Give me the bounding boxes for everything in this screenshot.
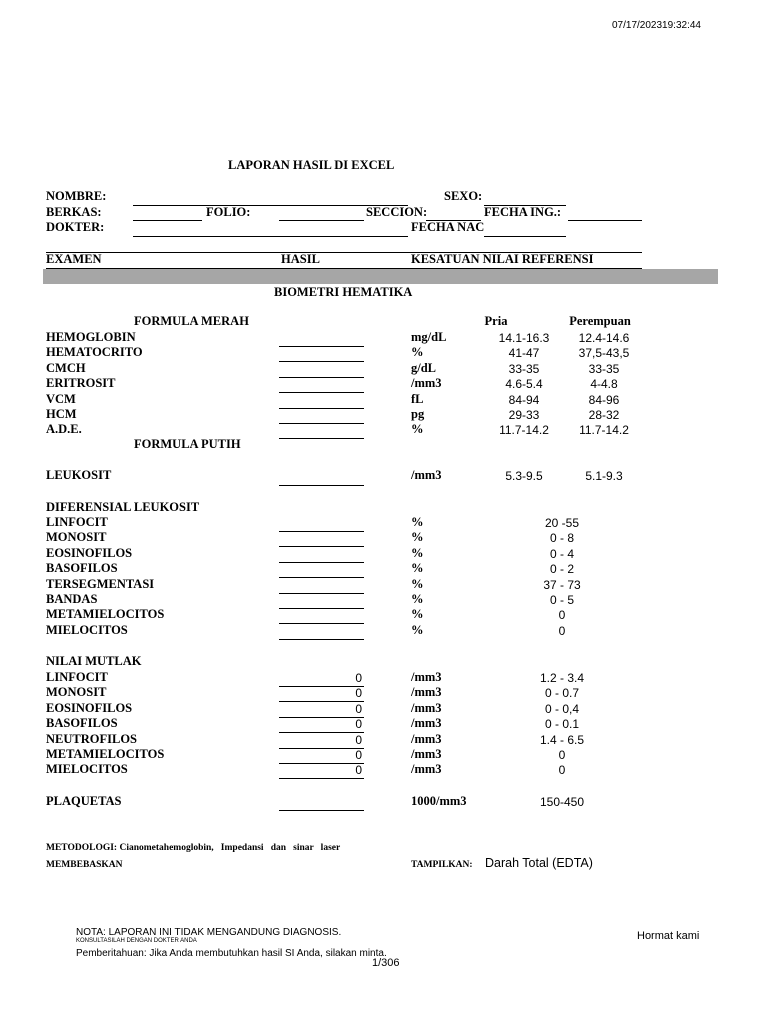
folio-field[interactable] <box>279 220 364 221</box>
unit: pg <box>411 407 425 421</box>
unit: % <box>411 622 424 637</box>
column-examen: EXAMEN <box>46 252 102 266</box>
metodologi-line <box>46 843 368 853</box>
result-field[interactable] <box>279 810 364 811</box>
exam-name: VCM <box>46 391 76 406</box>
column-hasil: HASIL <box>281 252 320 266</box>
ref-pria: 14.1-16.3 <box>498 331 550 345</box>
exam-name: LINFOCIT <box>46 515 108 529</box>
ref-pria: 5.3-9.5 <box>505 469 543 483</box>
exam-name: HEMATOCRITO <box>46 345 143 360</box>
exam-name: LEUKOSIT <box>46 468 112 482</box>
sexo-label: SEXO: <box>444 189 483 203</box>
ref-perempuan: 37,5-43,5 <box>578 346 630 361</box>
exam-name: NEUTROFILOS <box>46 731 137 746</box>
unit: /mm3 <box>411 762 442 777</box>
ref-pria: 4.6-5.4 <box>505 377 543 392</box>
ref-perempuan: 12.4-14.6 <box>578 331 630 345</box>
exam-name: MONOSIT <box>46 530 107 545</box>
folio-label: FOLIO: <box>206 205 251 219</box>
unit: mg/dL <box>411 330 447 344</box>
result-value[interactable]: 0 <box>355 748 362 762</box>
ref-perempuan: 28-32 <box>588 408 620 422</box>
unit: % <box>411 545 424 560</box>
seccion-label: SECCION: <box>366 205 428 219</box>
ref-range: 1.4 - 6.5 <box>539 732 585 747</box>
column-kesatuan: KESATUAN NILAI REFERENSI <box>411 252 594 266</box>
ref-pria: 29-33 <box>508 408 540 422</box>
ref-range: 20 -55 <box>544 516 580 530</box>
result-field[interactable] <box>279 392 364 393</box>
exam-name: PLAQUETAS <box>46 794 122 808</box>
ref-perempuan: 11.7-14.2 <box>579 423 629 438</box>
exam-name: CMCH <box>46 360 86 375</box>
fecha-nac-label: FECHA NAC <box>411 220 485 234</box>
ref-range: 0 - 8 <box>549 531 575 546</box>
report-title: LAPORAN HASIL DI EXCEL <box>228 158 395 172</box>
ref-perempuan: 4-4.8 <box>590 377 618 392</box>
unit: % <box>411 515 424 529</box>
hormat-text: Hormat kami <box>637 930 700 942</box>
nilai-mutlak-label: NILAI MUTLAK <box>46 654 142 668</box>
ref-range: 0 <box>558 608 566 623</box>
exam-name: MONOSIT <box>46 685 107 700</box>
unit: /mm3 <box>411 685 442 700</box>
result-field[interactable] <box>279 346 364 347</box>
unit: % <box>411 422 424 437</box>
exam-name: LINFOCIT <box>46 670 108 684</box>
ref-perempuan: 84-96 <box>588 392 620 407</box>
unit: % <box>411 576 424 591</box>
ref-range: 0 <box>558 763 566 778</box>
ref-range: 0 - 2 <box>549 562 575 577</box>
exam-name: METAMIELOCITOS <box>46 747 165 761</box>
fecha-ing-field[interactable] <box>568 220 642 221</box>
fecha-nac-field[interactable] <box>484 236 566 237</box>
berkas-field[interactable] <box>133 220 202 221</box>
result-field[interactable] <box>279 531 364 532</box>
unit: /mm3 <box>411 670 442 684</box>
nombre-label: NOMBRE: <box>46 189 107 203</box>
page-number: 1/306 <box>372 957 400 969</box>
ref-range: 0 - 4 <box>549 546 575 561</box>
result-value[interactable]: 0 <box>355 701 362 716</box>
unit: % <box>411 592 424 606</box>
metodologi-text: Cianometahemoglobin, Impedansi dan sinar laser <box>119 843 341 853</box>
formula-merah-label: FORMULA MERAH <box>134 314 249 328</box>
unit: % <box>411 345 424 360</box>
result-field[interactable] <box>279 577 364 578</box>
pemberitahuan-text: Pemberitahuan: Jika Anda membutuhkan hasil SI Anda, silakan minta. <box>76 948 387 959</box>
result-value[interactable]: 0 <box>355 717 362 732</box>
konsultasi-text: KONSULTASILAH DENGAN DOKTER ANDA <box>76 938 197 944</box>
unit: /mm3 <box>411 700 442 715</box>
gray-band <box>43 269 718 284</box>
ref-range: 1.2 - 3.4 <box>539 671 585 685</box>
exam-name: BASOFILOS <box>46 561 118 576</box>
unit: /mm3 <box>411 716 442 731</box>
result-field[interactable] <box>279 546 364 547</box>
exam-name: MIELOCITOS <box>46 762 128 777</box>
result-field[interactable] <box>279 562 364 563</box>
unit: % <box>411 561 424 576</box>
unit: fL <box>411 391 424 406</box>
exam-name: EOSINOFILOS <box>46 700 133 715</box>
unit: 1000/mm3 <box>411 794 467 808</box>
ref-perempuan: 5.1-9.3 <box>585 469 623 483</box>
ref-range: 150-450 <box>539 795 585 809</box>
fecha-ing-label: FECHA ING.: <box>484 205 562 219</box>
exam-name: ERITROSIT <box>46 376 116 391</box>
exam-name: BASOFILOS <box>46 716 118 731</box>
result-value[interactable]: 0 <box>355 732 362 747</box>
unit: /mm3 <box>411 376 442 391</box>
unit: % <box>411 607 424 622</box>
ref-range: 0 <box>558 623 566 638</box>
pria-header: Pria <box>484 314 508 328</box>
result-value[interactable]: 0 <box>355 671 362 685</box>
exam-name: METAMIELOCITOS <box>46 607 165 622</box>
result-field[interactable] <box>279 438 364 439</box>
exam-name: EOSINOFILOS <box>46 545 133 560</box>
berkas-label: BERKAS: <box>46 205 102 219</box>
result-field[interactable] <box>279 408 364 409</box>
result-field[interactable] <box>279 623 364 624</box>
result-value[interactable]: 0 <box>355 763 362 778</box>
exam-name: TERSEGMENTASI <box>46 576 155 591</box>
ref-range: 0 - 0,4 <box>544 701 580 716</box>
exam-name: MIELOCITOS <box>46 622 128 637</box>
dokter-field[interactable] <box>133 236 408 237</box>
result-field[interactable] <box>279 361 364 362</box>
unit: % <box>411 530 424 545</box>
result-value[interactable]: 0 <box>355 686 362 701</box>
result-field[interactable] <box>279 593 364 594</box>
exam-name: BANDAS <box>46 592 98 606</box>
ref-pria: 41-47 <box>508 346 540 361</box>
ref-perempuan: 33-35 <box>588 361 620 376</box>
result-field[interactable] <box>279 423 364 424</box>
perempuan-header: Perempuan <box>569 314 631 328</box>
dokter-label: DOKTER: <box>46 220 105 234</box>
unit: /mm3 <box>411 731 442 746</box>
ref-range: 0 <box>558 748 566 762</box>
result-field-rule <box>279 778 364 779</box>
result-field[interactable] <box>279 608 364 609</box>
result-field[interactable] <box>279 377 364 378</box>
section-title: BIOMETRI HEMATIKA <box>274 285 413 299</box>
nota-text: NOTA: LAPORAN INI TIDAK MENGANDUNG DIAGNOSIS. <box>76 927 342 938</box>
timestamp: 07/17/202319:32:44 <box>612 20 701 31</box>
tampilkan-value: Darah Total (EDTA) <box>485 856 593 870</box>
exam-name: A.D.E. <box>46 422 82 437</box>
ref-pria: 84-94 <box>508 392 540 407</box>
exam-name: HCM <box>46 407 77 421</box>
diferensial-label: DIFERENSIAL LEUKOSIT <box>46 500 200 514</box>
result-field[interactable] <box>279 639 364 640</box>
unit: /mm3 <box>411 747 442 761</box>
tampilkan-label: TAMPILKAN: <box>411 860 473 870</box>
ref-pria: 11.7-14.2 <box>499 423 549 438</box>
ref-range: 37 - 73 <box>543 577 581 592</box>
ref-range: 0 - 0.7 <box>544 686 580 701</box>
metodologi-label: METODOLOGI: <box>46 843 118 853</box>
ref-range: 0 - 5 <box>549 593 575 607</box>
formula-putih-label: FORMULA PUTIH <box>134 437 241 451</box>
metodologi-line2: MEMBEBASKAN <box>46 860 123 870</box>
ref-pria: 33-35 <box>508 361 540 376</box>
unit: g/dL <box>411 360 437 375</box>
ref-range: 0 - 0.1 <box>544 717 580 732</box>
result-field[interactable] <box>279 485 364 486</box>
exam-name: HEMOGLOBIN <box>46 330 136 344</box>
unit: /mm3 <box>411 468 442 482</box>
